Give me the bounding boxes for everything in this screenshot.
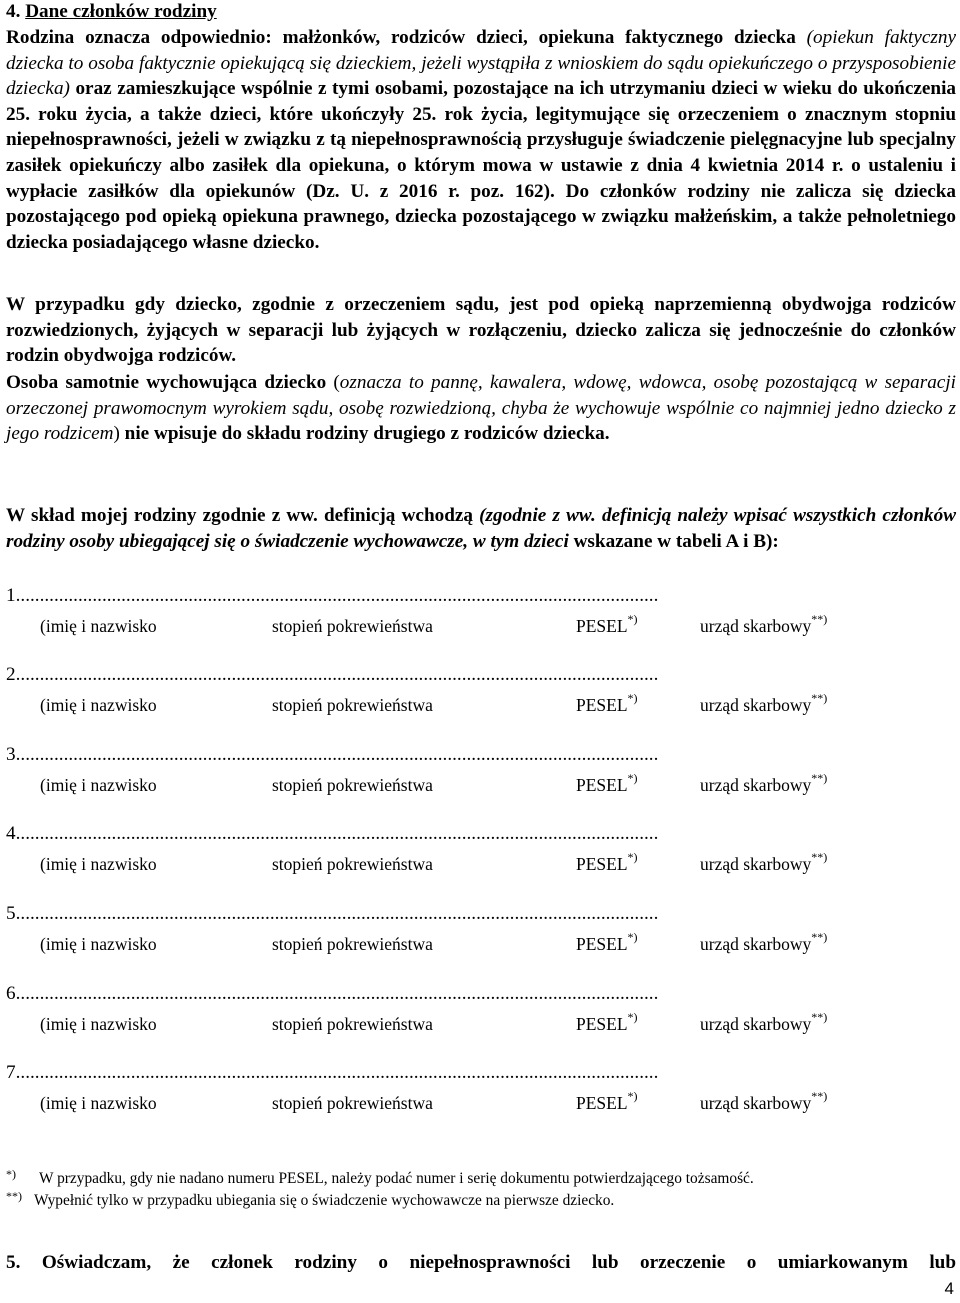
name-label: (imię i nazwisko (40, 616, 157, 636)
composition-tables: wskazane w tabeli A i B): (568, 530, 779, 552)
tax-office-label: urząd skarbowy**) (700, 1089, 828, 1113)
member-6-entry-line[interactable]: 6...................................................................................................................................... (6, 983, 659, 1004)
footnote-tax-office (6, 1185, 956, 1212)
tax-office-label: urząd skarbowy**) (700, 1010, 828, 1034)
definition-text-2: oraz zamieszkujące wspólnie z tymi osobami, pozostające na ich utrzymaniu dzieci w wieku do ukończenia 25. roku życia, a także dzieci, które ukończyły 25. rok życia, legitymujące się orzeczeniem o znacznym stopniu niepełnosprawności, jeżeli w związku z tą niepełnosprawnością przysługuje świadczenie pielęgnacyjne lub specjalny zasiłek opiekuńczy albo zasiłek dla opiekuna, o którym mowa w ustawie z dnia 4 kwietnia 2014 r. o ustaleniu i wypłacie zasiłków dla opiekunów (Dz. U. z 2016 r. poz. 162). Do członków rodziny nie zalicza się dziecka pozostającego pod opieką opiekuna prawnego, dziecka pozostającego w związku małżeńskim, a także pełnoletniego dziecka posiadającego własne dziecko. (6, 78, 956, 253)
definition-note: (opiekun faktyczny dziecka to osoba faktycznie opiekującą się dzieckiem, jeżeli wystąpiła z wnioskiem do sądu opiekuńczego o przysposobienie dziecka) (6, 27, 956, 100)
member-7-labels (0, 1091, 960, 1115)
alternate-custody-text: W przypadku gdy dziecko, zgodnie z orzeczeniem sądu, jest pod opieką naprzemienną obydwojga rodziców rozwiedzionych, żyjących w separacji lub żyjących w rozłączeniu, dziecko zalicza się jednocześnie do członków rodzin obydwojga rodziców. (6, 294, 956, 367)
section-5-heading: 5. Oświadczam, że członek rodziny o niepełnosprawności lub orzeczenie o umiarkowanym lub (6, 1252, 956, 1273)
member-4-labels (0, 852, 960, 876)
member-2-labels (0, 693, 960, 717)
single-parent-rule: nie wpisuje do składu rodziny drugiego z rodziców dziecka. (124, 423, 610, 445)
tax-office-label: urząd skarbowy**) (700, 850, 828, 874)
single-parent-paren-close: ) (113, 423, 125, 445)
name-label: (imię i nazwisko (40, 775, 157, 795)
member-5-entry-line[interactable]: 5...................................................................................................................................... (6, 903, 659, 924)
footnote-text: Wypełnić tylko w przypadku ubiegania się o świadczenie wychowawcze na pierwsze dziecko. (34, 1192, 615, 1209)
footnote-text: W przypadku, gdy nie nadano numeru PESEL, należy podać numer i serię dokumentu potwierdzającego tożsamość. (39, 1170, 754, 1187)
relation-label: stopień pokrewieństwa (272, 934, 433, 954)
section-4-heading (6, 0, 217, 25)
member-1-labels (0, 614, 960, 638)
relation-label: stopień pokrewieństwa (272, 775, 433, 795)
member-7-entry-line[interactable]: 7...................................................................................................................................... (6, 1062, 659, 1083)
family-definition-paragraph (6, 25, 956, 255)
pesel-label: PESEL*) (576, 1089, 638, 1113)
single-parent-paren-open: ( (326, 372, 340, 393)
pesel-label: PESEL*) (576, 612, 638, 636)
pesel-label: PESEL*) (576, 691, 638, 715)
name-label: (imię i nazwisko (40, 934, 157, 954)
definition-text-1: Rodzina oznacza odpowiednio: małżonków, rodziców dzieci, opiekuna faktycznego dziecka (6, 27, 807, 48)
member-1-entry-line[interactable]: 1...................................................................................................................................... (6, 585, 659, 606)
section-number: 4. (6, 1, 21, 22)
alternate-custody-paragraph (6, 292, 956, 369)
pesel-label: PESEL*) (576, 930, 638, 954)
relation-label: stopień pokrewieństwa (272, 616, 433, 636)
section-title: Dane członków rodziny (25, 1, 217, 22)
member-4-entry-line[interactable]: 4...................................................................................................................................... (6, 823, 659, 844)
pesel-label: PESEL*) (576, 850, 638, 874)
member-2-entry-line[interactable]: 2...................................................................................................................................... (6, 664, 659, 685)
relation-label: stopień pokrewieństwa (272, 1093, 433, 1113)
pesel-label: PESEL*) (576, 1010, 638, 1034)
footnote-mark: **) (6, 1189, 22, 1203)
composition-note: (zgodnie z ww. definicją należy wpisać wszystkich członków rodziny osoby ubiegającej się o świadczenie wychowawcze, w tym dzieci (6, 505, 956, 552)
tax-office-label: urząd skarbowy**) (700, 612, 828, 636)
tax-office-label: urząd skarbowy**) (700, 771, 828, 795)
name-label: (imię i nazwisko (40, 1093, 157, 1113)
pesel-label: PESEL*) (576, 771, 638, 795)
member-3-entry-line[interactable]: 3...................................................................................................................................... (6, 744, 659, 765)
tax-office-label: urząd skarbowy**) (700, 930, 828, 954)
page-number: 4 (944, 1279, 954, 1298)
single-parent-paragraph (6, 370, 956, 447)
tax-office-label: urząd skarbowy**) (700, 691, 828, 715)
single-parent-term: Osoba samotnie wychowująca dziecko (6, 372, 327, 393)
relation-label: stopień pokrewieństwa (272, 1014, 433, 1034)
relation-label: stopień pokrewieństwa (272, 695, 433, 715)
member-5-labels (0, 932, 960, 956)
relation-label: stopień pokrewieństwa (272, 854, 433, 874)
name-label: (imię i nazwisko (40, 695, 157, 715)
member-6-labels (0, 1012, 960, 1036)
name-label: (imię i nazwisko (40, 854, 157, 874)
family-composition-intro (6, 503, 956, 554)
composition-text: W skład mojej rodziny zgodnie z ww. definicją wchodzą (6, 505, 480, 526)
footnote-mark: *) (6, 1167, 16, 1181)
member-3-labels (0, 773, 960, 797)
name-label: (imię i nazwisko (40, 1014, 157, 1034)
single-parent-definition: oznacza to pannę, kawalera, wdowę, wdowca, osobę pozostającą w separacji orzeczonej prawomocnym wyrokiem sądu, osobę rozwiedzioną, chyba że wychowuje wspólnie co najmniej jedno dziecko z jego rodzicem (6, 372, 956, 445)
